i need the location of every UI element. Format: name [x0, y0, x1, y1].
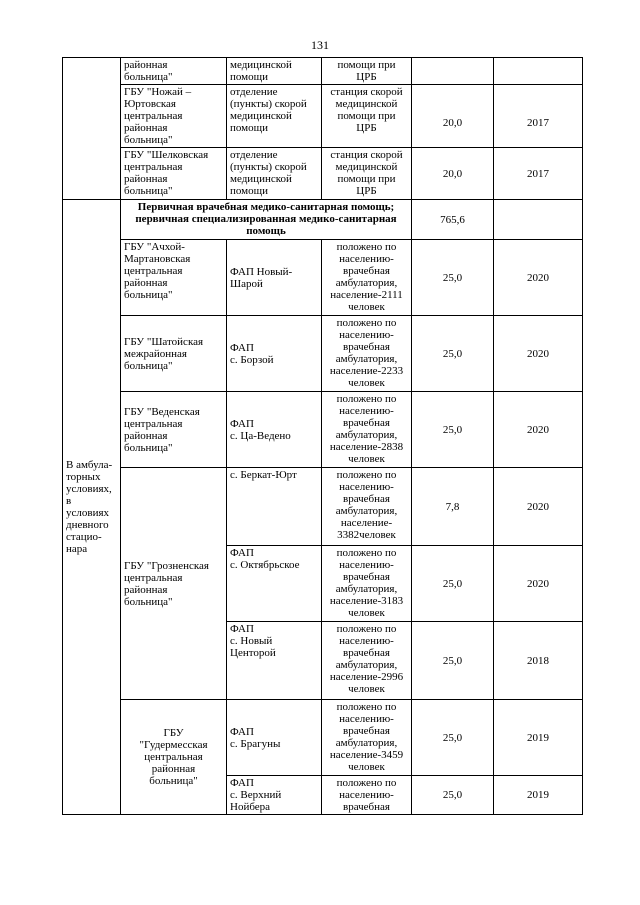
org-cell: ГБУ "Ачхой- Мартановская центральная районная больница" — [121, 240, 227, 316]
table-row — [63, 148, 583, 200]
table-row — [63, 700, 583, 776]
unit-cell: отделение (пункты) скорой медицинской помощи — [227, 148, 322, 200]
org-cell: ГБУ "Ножай – Юртовская центральная районная больница" — [121, 85, 227, 148]
year-cell: 2020 — [494, 546, 583, 622]
table-row — [63, 85, 583, 148]
note-cell: положено по населению- врачебная амбулатория, население-2233 человек — [322, 316, 412, 392]
unit-cell: отделение (пункты) скорой медицинской помощи — [227, 85, 322, 148]
note-cell: положено по населению- врачебная амбулатория, население-3183 человек — [322, 546, 412, 622]
table-row — [63, 468, 583, 546]
note-cell: положено по населению- врачебная амбулатория, население- 3382человек — [322, 468, 412, 546]
year-cell: 2019 — [494, 776, 583, 815]
value-cell: 25,0 — [412, 316, 494, 392]
table-row — [63, 316, 583, 392]
section-header-year — [494, 200, 583, 240]
section-header-value: 765,6 — [412, 200, 494, 240]
section-header: Первичная врачебная медико-санитарная помощь; первичная специализированная медико-санитарная помощь — [121, 200, 412, 240]
org-cell: районная больница" — [121, 58, 227, 85]
year-cell: 2017 — [494, 85, 583, 148]
page-number: 131 — [311, 38, 329, 52]
unit-cell: ФАП с. Новый Центорой — [227, 622, 322, 700]
unit-cell: ФАП с. Борзой — [227, 316, 322, 392]
note-cell: станция скорой медицинской помощи при ЦРБ — [322, 148, 412, 200]
unit-cell: медицинской помощи — [227, 58, 322, 85]
unit-cell: ФАП с. Верхний Нойбера — [227, 776, 322, 815]
year-cell: 2018 — [494, 622, 583, 700]
org-cell: ГБУ "Шатойская межрайонная больница" — [121, 316, 227, 392]
value-cell: 25,0 — [412, 776, 494, 815]
value-cell: 25,0 — [412, 700, 494, 776]
note-cell: станция скорой медицинской помощи при ЦРБ — [322, 85, 412, 148]
value-cell: 25,0 — [412, 546, 494, 622]
unit-cell: ФАП Новый- Шарой — [227, 240, 322, 316]
note-cell: положено по населению- врачебная — [322, 776, 412, 815]
year-cell: 2019 — [494, 700, 583, 776]
year-cell: 2017 — [494, 148, 583, 200]
value-cell: 25,0 — [412, 392, 494, 468]
value-cell: 7,8 — [412, 468, 494, 546]
table-row — [63, 240, 583, 316]
note-cell: помощи при ЦРБ — [322, 58, 412, 85]
year-cell: 2020 — [494, 392, 583, 468]
year-cell: 2020 — [494, 240, 583, 316]
year-cell — [494, 58, 583, 85]
unit-cell: ФАП с. Брагуны — [227, 700, 322, 776]
table-row — [63, 392, 583, 468]
org-cell: ГБУ "Гудермесская центральная районная больница" — [121, 700, 227, 815]
unit-cell: с. Беркат-Юрт — [227, 468, 322, 546]
services-table — [62, 57, 583, 815]
value-cell — [412, 58, 494, 85]
year-cell: 2020 — [494, 468, 583, 546]
condition-cell-blank — [63, 58, 121, 200]
note-cell: положено по населению- врачебная амбулатория, население-2838 человек — [322, 392, 412, 468]
note-cell: положено по населению- врачебная амбулатория, население-2996 человек — [322, 622, 412, 700]
value-cell: 25,0 — [412, 240, 494, 316]
unit-cell: ФАП с. Октябрьское — [227, 546, 322, 622]
value-cell: 20,0 — [412, 85, 494, 148]
note-cell: положено по населению- врачебная амбулатория, население-2111 человек — [322, 240, 412, 316]
note-cell: положено по населению- врачебная амбулатория, население-3459 человек — [322, 700, 412, 776]
unit-cell: ФАП с. Ца-Ведено — [227, 392, 322, 468]
org-cell: ГБУ "Шелковская центральная районная больница" — [121, 148, 227, 200]
condition-cell: В амбула- торных условиях, в условиях дневного стацио- нара — [63, 200, 121, 815]
section-header-row — [63, 200, 583, 240]
org-cell: ГБУ "Грозненская центральная районная больница" — [121, 468, 227, 700]
org-cell: ГБУ "Веденская центральная районная больница" — [121, 392, 227, 468]
table-row — [63, 58, 583, 85]
value-cell: 25,0 — [412, 622, 494, 700]
value-cell: 20,0 — [412, 148, 494, 200]
year-cell: 2020 — [494, 316, 583, 392]
